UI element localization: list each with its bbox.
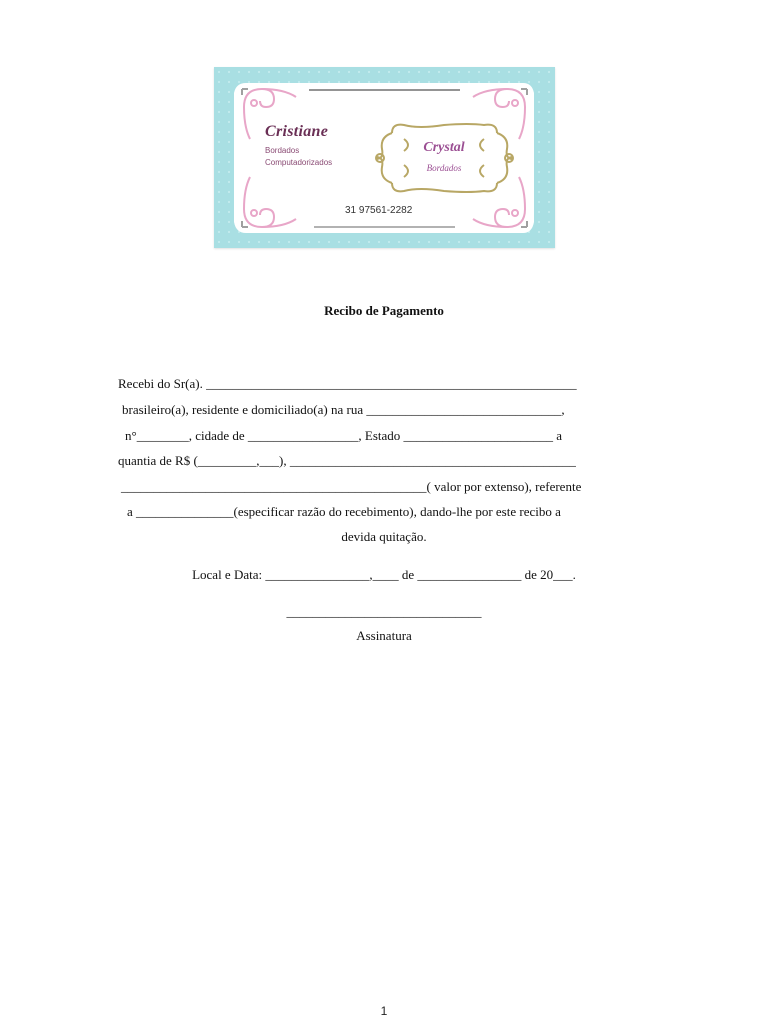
card-line-1: Bordados bbox=[265, 146, 300, 155]
receipt-line-payer: Recebi do Sr(a). _________________________________________________________ bbox=[118, 376, 577, 391]
card-phone: 31 97561-2282 bbox=[345, 205, 413, 216]
card-logo-name: Crystal bbox=[423, 140, 465, 155]
document-title: Recibo de Pagamento bbox=[324, 303, 444, 318]
signature-line: ______________________________ bbox=[286, 604, 482, 619]
page-number: 1 bbox=[380, 1004, 388, 1018]
receipt-line-amount: quantia de R$ (_________,___), ____________________________________________ bbox=[118, 453, 576, 468]
card-line-2: Computadorizados bbox=[265, 158, 333, 167]
local-date-line: Local e Data: ________________,____ de ________________ de 20___. bbox=[192, 567, 576, 582]
card-name: Cristiane bbox=[265, 123, 329, 140]
receipt-line-amount-words: _______________________________________________( valor por extenso), referente bbox=[121, 479, 582, 494]
card-logo-sub: Bordados bbox=[426, 163, 462, 173]
signature-label: Assinatura bbox=[356, 628, 412, 643]
business-card-image bbox=[214, 67, 555, 248]
receipt-line-closing: devida quitação. bbox=[341, 529, 427, 544]
receipt-line-city: n°________, cidade de _________________, Estado _______________________ a bbox=[125, 428, 563, 443]
receipt-line-address: brasileiro(a), residente e domiciliado(a) na rua ______________________________, bbox=[122, 402, 565, 417]
receipt-line-reason: a _______________(especificar razão do recebimento), dando-lhe por este recibo a bbox=[127, 504, 561, 519]
